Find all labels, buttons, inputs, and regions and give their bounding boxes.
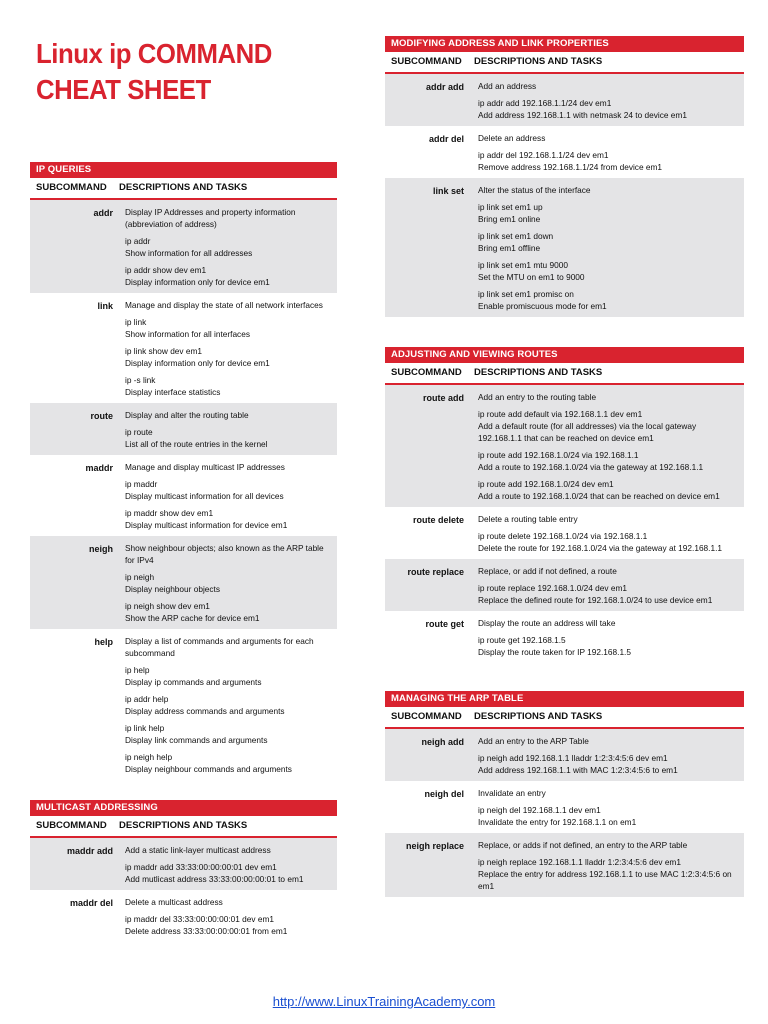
- example-explanation: Set the MTU on em1 to 9000: [478, 272, 585, 282]
- example: [478, 634, 740, 658]
- section-spacer: [385, 663, 744, 691]
- footer-link[interactable]: http://www.LinuxTrainingAcademy.com: [272, 994, 496, 1009]
- example: [478, 856, 740, 892]
- example-command: ip neigh del 192.168.1.1 dev em1: [478, 805, 601, 815]
- subcommand-name: neigh replace: [405, 841, 464, 851]
- row-description: [125, 461, 337, 531]
- table-header: [30, 178, 337, 200]
- row-description: [478, 787, 744, 828]
- example-command: ip link set em1 up: [478, 202, 543, 212]
- example: [478, 97, 740, 121]
- example-explanation: Display neighbour commands and arguments: [125, 764, 292, 774]
- subcommand-header: SUBCOMMAND: [391, 367, 462, 378]
- description-text: Delete a routing table entry: [478, 514, 578, 524]
- example-explanation: Bring em1 offline: [478, 243, 541, 253]
- example-command: ip route delete 192.168.1.0/24 via 192.168.1.1: [478, 531, 648, 541]
- descriptions-header: DESCRIPTIONS AND TASKS: [119, 820, 248, 831]
- description-text: Display IP Addresses and property information (abbreviation of address): [125, 207, 296, 229]
- example: [125, 316, 333, 340]
- example: [478, 230, 740, 254]
- row-description: [478, 184, 744, 312]
- row-description: [125, 542, 337, 624]
- table-header: [30, 816, 337, 838]
- example: [125, 426, 333, 450]
- section: [385, 347, 744, 663]
- title-line-1: Linux ip COMMAND: [36, 38, 272, 69]
- section-title: MULTICAST ADDRESSING: [30, 800, 337, 816]
- section-spacer: [30, 780, 337, 800]
- example: [125, 913, 333, 937]
- example-command: ip link help: [125, 723, 165, 733]
- example-command: ip route get 192.168.1.5: [478, 635, 566, 645]
- description-text: Delete an address: [478, 133, 546, 143]
- subcommand-name: route get: [425, 619, 464, 629]
- subcommand-name: neigh del: [424, 789, 464, 799]
- subcommand-name: route add: [422, 393, 464, 403]
- description-text: Display a list of commands and arguments for each subcommand: [125, 636, 314, 658]
- example-explanation: Display information only for device em1: [125, 358, 270, 368]
- example: [125, 345, 333, 369]
- example: [478, 752, 740, 776]
- example-explanation: Display multicast information for device em1: [125, 520, 288, 530]
- example-command: ip route replace 192.168.1.0/24 dev em1: [478, 583, 627, 593]
- subcommand-name: route delete: [412, 515, 464, 525]
- example: [125, 264, 333, 288]
- example-explanation: Bring em1 online: [478, 214, 541, 224]
- example: [478, 408, 740, 444]
- row-description: [478, 839, 744, 892]
- table-row: [385, 178, 744, 317]
- page-title: [36, 36, 272, 108]
- example-explanation: Display address commands and arguments: [125, 706, 285, 716]
- example-command: ip maddr: [125, 479, 158, 489]
- descriptions-header: DESCRIPTIONS AND TASKS: [474, 711, 603, 722]
- subcommand-name: addr del: [428, 134, 464, 144]
- section-title: MANAGING THE ARP TABLE: [385, 691, 744, 707]
- example: [478, 288, 740, 312]
- example-command: ip neigh: [125, 572, 155, 582]
- table-row: [385, 126, 744, 178]
- example: [125, 600, 333, 624]
- title-line-2: CHEAT SHEET: [36, 74, 211, 105]
- example-command: ip neigh add 192.168.1.1 lladdr 1:2:3:4:5:6 dev em1: [478, 753, 668, 763]
- example-explanation: Invalidate the entry for 192.168.1.1 on em1: [478, 817, 637, 827]
- example: [125, 374, 333, 398]
- example: [478, 259, 740, 283]
- example-command: ip link show dev em1: [125, 346, 203, 356]
- example: [125, 235, 333, 259]
- example-explanation: Show the ARP cache for device em1: [125, 613, 260, 623]
- example-command: ip maddr del 33:33:00:00:00:01 dev em1: [125, 914, 274, 924]
- example-explanation: Display the route taken for IP 192.168.1.5: [478, 647, 631, 657]
- example: [125, 722, 333, 746]
- example: [125, 507, 333, 531]
- subcommand-name: addr add: [425, 82, 464, 92]
- row-description: [478, 391, 744, 502]
- example: [478, 804, 740, 828]
- example-command: ip maddr add 33:33:00:00:00:01 dev em1: [125, 862, 277, 872]
- example-explanation: Add a route to 192.168.1.0/24 via the gateway at 192.168.1.1: [478, 462, 704, 472]
- table-row: [30, 890, 337, 942]
- example-explanation: Display neighbour objects: [125, 584, 221, 594]
- table-row: [30, 403, 337, 455]
- table-row: [30, 455, 337, 536]
- description-text: Add an entry to the ARP Table: [478, 736, 589, 746]
- descriptions-header: DESCRIPTIONS AND TASKS: [119, 182, 248, 193]
- example-command: ip addr add 192.168.1.1/24 dev em1: [478, 98, 612, 108]
- table-row: [385, 385, 744, 507]
- left-column: [30, 162, 337, 942]
- row-description: [125, 844, 337, 885]
- right-column: [385, 36, 744, 897]
- example-command: ip neigh show dev em1: [125, 601, 210, 611]
- example-explanation: Show information for all addresses: [125, 248, 253, 258]
- example-command: ip addr del 192.168.1.1/24 dev em1: [478, 150, 609, 160]
- example: [478, 201, 740, 225]
- table-row: [385, 729, 744, 781]
- table-row: [385, 781, 744, 833]
- table-row: [385, 559, 744, 611]
- example-explanation: Show information for all interfaces: [125, 329, 250, 339]
- example-explanation: Display information only for device em1: [125, 277, 270, 287]
- table-row: [385, 74, 744, 126]
- descriptions-header: DESCRIPTIONS AND TASKS: [474, 56, 603, 67]
- example-command: ip neigh help: [125, 752, 173, 762]
- example: [478, 149, 740, 173]
- row-description: [125, 206, 337, 288]
- subcommand-name: help: [94, 637, 113, 647]
- description-text: Replace, or adds if not defined, an entry to the ARP table: [478, 840, 688, 850]
- example: [125, 571, 333, 595]
- subcommand-name: neigh add: [421, 737, 464, 747]
- example-explanation: Replace the defined route for 192.168.1.0/24 to use device em1: [478, 595, 713, 605]
- example-command: ip route: [125, 427, 153, 437]
- subcommand-name: addr: [93, 208, 113, 218]
- example-command: ip route add default via 192.168.1.1 dev em1: [478, 409, 643, 419]
- table-row: [385, 507, 744, 559]
- example-explanation: Add a default route (for all addresses) via the local gateway 192.168.1.1 that can be reached on device em1: [478, 421, 697, 443]
- subcommand-name: maddr add: [66, 846, 113, 856]
- table-row: [385, 611, 744, 663]
- row-description: [478, 565, 744, 606]
- example: [125, 478, 333, 502]
- example-command: ip neigh replace 192.168.1.1 lladdr 1:2:3:4:5:6 dev em1: [478, 857, 681, 867]
- subcommand-name: route replace: [407, 567, 464, 577]
- description-text: Manage and display multicast IP addresses: [125, 462, 285, 472]
- example: [478, 478, 740, 502]
- table-row: [385, 833, 744, 897]
- table-row: [30, 536, 337, 629]
- subcommand-name: maddr: [85, 463, 113, 473]
- example-command: ip link set em1 promisc on: [478, 289, 574, 299]
- row-description: [478, 513, 744, 554]
- subcommand-name: maddr del: [69, 898, 113, 908]
- description-text: Invalidate an entry: [478, 788, 546, 798]
- row-description: [478, 132, 744, 173]
- section: [30, 800, 337, 942]
- example-explanation: Add address 192.168.1.1 with netmask 24 to device em1: [478, 110, 687, 120]
- subcommand-name: route: [90, 411, 113, 421]
- example-explanation: Display interface statistics: [125, 387, 221, 397]
- descriptions-header: DESCRIPTIONS AND TASKS: [474, 367, 603, 378]
- row-description: [478, 617, 744, 658]
- example-explanation: Display multicast information for all devices: [125, 491, 284, 501]
- example-command: ip route add 192.168.1.0/24 via 192.168.1.1: [478, 450, 639, 460]
- example-explanation: Display link commands and arguments: [125, 735, 268, 745]
- section-title: MODIFYING ADDRESS AND LINK PROPERTIES: [385, 36, 744, 52]
- example-command: ip addr show dev em1: [125, 265, 207, 275]
- row-description: [125, 409, 337, 450]
- section: [30, 162, 337, 780]
- example-command: ip addr: [125, 236, 151, 246]
- table-row: [30, 629, 337, 780]
- example-explanation: Enable promiscuous mode for em1: [478, 301, 607, 311]
- example-command: ip route add 192.168.1.0/24 dev em1: [478, 479, 614, 489]
- row-description: [125, 635, 337, 775]
- subcommand-header: SUBCOMMAND: [36, 820, 107, 831]
- table-header: [385, 52, 744, 74]
- section: [385, 691, 744, 897]
- description-text: Delete a multicast address: [125, 897, 223, 907]
- subcommand-header: SUBCOMMAND: [36, 182, 107, 193]
- description-text: Manage and display the state of all network interfaces: [125, 300, 323, 310]
- description-text: Add an address: [478, 81, 537, 91]
- example-explanation: Replace the entry for address 192.168.1.1 to use MAC 1:2:3:4:5:6 on em1: [478, 869, 732, 891]
- table-row: [30, 838, 337, 890]
- example: [125, 861, 333, 885]
- description-text: Display the route an address will take: [478, 618, 616, 628]
- table-header: [385, 707, 744, 729]
- row-description: [125, 896, 337, 937]
- example-explanation: Remove address 192.168.1.1/24 from device em1: [478, 162, 663, 172]
- example-command: ip -s link: [125, 375, 156, 385]
- description-text: Display and alter the routing table: [125, 410, 249, 420]
- example-explanation: Display ip commands and arguments: [125, 677, 262, 687]
- description-text: Add an entry to the routing table: [478, 392, 597, 402]
- section-title: IP QUERIES: [30, 162, 337, 178]
- subcommand-name: link: [97, 301, 113, 311]
- example-explanation: Add a route to 192.168.1.0/24 that can be reached on device em1: [478, 491, 720, 501]
- example-command: ip link set em1 down: [478, 231, 554, 241]
- section-spacer: [385, 317, 744, 347]
- section-title: ADJUSTING AND VIEWING ROUTES: [385, 347, 744, 363]
- subcommand-header: SUBCOMMAND: [391, 56, 462, 67]
- example: [125, 664, 333, 688]
- example-explanation: Add mutlicast address 33:33:00:00:00:01 to em1: [125, 874, 304, 884]
- example-command: ip addr help: [125, 694, 169, 704]
- example-command: ip maddr show dev em1: [125, 508, 214, 518]
- subcommand-header: SUBCOMMAND: [391, 711, 462, 722]
- table-header: [385, 363, 744, 385]
- example-command: ip help: [125, 665, 150, 675]
- example-command: ip link: [125, 317, 147, 327]
- example-explanation: Delete address 33:33:00:00:00:01 from em1: [125, 926, 288, 936]
- example: [478, 582, 740, 606]
- subcommand-name: neigh: [89, 544, 113, 554]
- example: [125, 751, 333, 775]
- example: [125, 693, 333, 717]
- example: [478, 530, 740, 554]
- example-explanation: List all of the route entries in the kernel: [125, 439, 268, 449]
- row-description: [478, 735, 744, 776]
- example-command: ip link set em1 mtu 9000: [478, 260, 568, 270]
- description-text: Alter the status of the interface: [478, 185, 591, 195]
- description-text: Replace, or add if not defined, a route: [478, 566, 617, 576]
- row-description: [125, 299, 337, 398]
- section: [385, 36, 744, 317]
- table-row: [30, 200, 337, 293]
- example-explanation: Add address 192.168.1.1 with MAC 1:2:3:4:5:6 to em1: [478, 765, 678, 775]
- description-text: Add a static link-layer multicast address: [125, 845, 271, 855]
- description-text: Show neighbour objects; also known as the ARP table for IPv4: [125, 543, 324, 565]
- example-explanation: Delete the route for 192.168.1.0/24 via the gateway at 192.168.1.1: [478, 543, 723, 553]
- subcommand-name: link set: [432, 186, 464, 196]
- table-row: [30, 293, 337, 403]
- example: [478, 449, 740, 473]
- row-description: [478, 80, 744, 121]
